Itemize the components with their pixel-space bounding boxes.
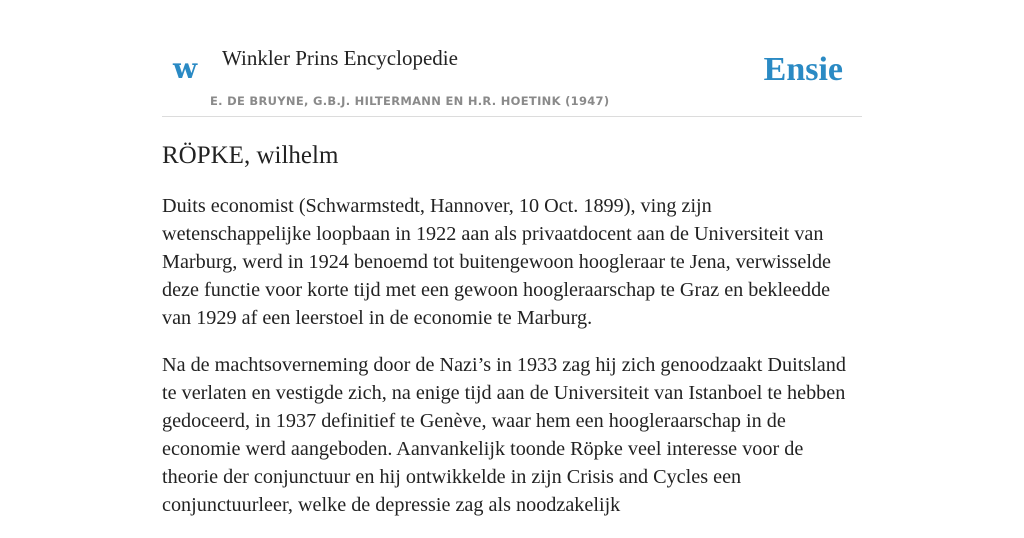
entry-paragraph: Duits economist (Schwarmstedt, Hannover, 10 Oct. 1899), ving zijn wetenschappelijke loopbaan in 1922 aan als privaatdocent aan de Universiteit van Marburg, werd in 1924 benoemd tot buitengewoon hoogleraar te Jena, verwisselde deze functie voor korte tijd met een gewoon hoogleraarschap te Graz en bekleedde van 1929 af een leerstoel in de economie te Marburg. [162,195,831,329]
source-authors: E. DE BRUYNE, G.B.J. HILTERMANN EN H.R. HOETINK (1947) [210,94,610,108]
entry-body [162,192,862,519]
source-title[interactable]: Winkler Prins Encyclopedie [222,46,458,70]
source-logo[interactable]: w [173,52,198,85]
source-header [162,0,862,117]
entry-paragraph: Na de machtsoverneming door de Nazi’s in 1933 zag hij zich genoodzaakt Duitsland te verlaten en vestigde zich, na enige tijd aan de Universiteit van Istanboel te hebben gedoceerd, in 1937 definitief te Genève, waar hem een hoogleraarschap in de economie werd aangeboden. Aanvankelijk toonde Röpke veel interesse voor de theorie der conjunctuur en hij ontwikkelde in zijn Crisis and Cycles een conjunctuurleer, welke de depressie zag als noodzakelijk [162,354,846,516]
entry-title: RÖPKE, wilhelm [162,142,339,169]
article-page [162,0,862,538]
ensie-logo[interactable]: Ensie [763,51,843,88]
